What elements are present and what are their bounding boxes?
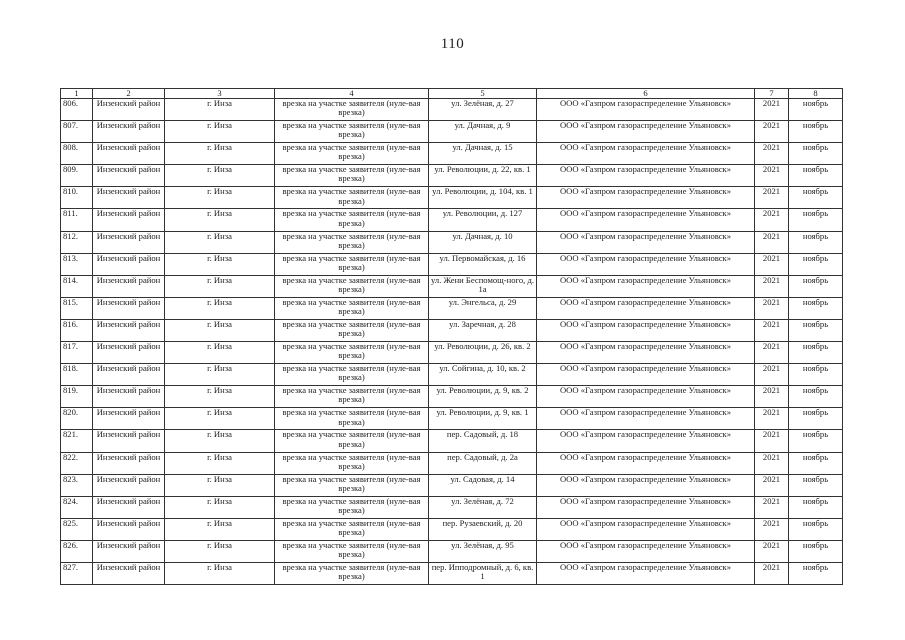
header-col-3: 3 (165, 89, 275, 99)
district-cell: Инзенский район (93, 430, 165, 452)
year-cell: 2021 (755, 187, 789, 209)
settlement-cell: г. Инза (165, 496, 275, 518)
organization-cell: ООО «Газпром газораспределение Ульяновск» (537, 518, 755, 540)
district-cell: Инзенский район (93, 275, 165, 297)
table-row (61, 253, 843, 275)
settlement-cell: г. Инза (165, 99, 275, 121)
settlement-cell: г. Инза (165, 364, 275, 386)
table-row (61, 99, 843, 121)
month-cell: ноябрь (789, 364, 843, 386)
month-cell: ноябрь (789, 165, 843, 187)
header-col-6: 6 (537, 89, 755, 99)
year-cell: 2021 (755, 253, 789, 275)
work-type-cell: врезка на участке заявителя (нуле-вая врезка) (275, 121, 429, 143)
row-number-cell: 813. (61, 253, 93, 275)
settlement-cell: г. Инза (165, 518, 275, 540)
month-cell: ноябрь (789, 187, 843, 209)
organization-cell: ООО «Газпром газораспределение Ульяновск» (537, 143, 755, 165)
year-cell: 2021 (755, 297, 789, 319)
organization-cell: ООО «Газпром газораспределение Ульяновск» (537, 297, 755, 319)
work-type-cell: врезка на участке заявителя (нуле-вая врезка) (275, 319, 429, 341)
district-cell: Инзенский район (93, 319, 165, 341)
settlement-cell: г. Инза (165, 474, 275, 496)
address-cell: ул. Энгельса, д. 29 (429, 297, 537, 319)
table-row (61, 231, 843, 253)
month-cell: ноябрь (789, 231, 843, 253)
organization-cell: ООО «Газпром газораспределение Ульяновск» (537, 452, 755, 474)
district-cell: Инзенский район (93, 121, 165, 143)
district-cell: Инзенский район (93, 518, 165, 540)
table-row (61, 209, 843, 231)
table-row (61, 143, 843, 165)
organization-cell: ООО «Газпром газораспределение Ульяновск» (537, 430, 755, 452)
address-cell: ул. Первомайская, д. 16 (429, 253, 537, 275)
month-cell: ноябрь (789, 386, 843, 408)
work-type-cell: врезка на участке заявителя (нуле-вая врезка) (275, 209, 429, 231)
row-number-cell: 814. (61, 275, 93, 297)
year-cell: 2021 (755, 452, 789, 474)
district-cell: Инзенский район (93, 99, 165, 121)
month-cell: ноябрь (789, 342, 843, 364)
year-cell: 2021 (755, 562, 789, 584)
work-type-cell: врезка на участке заявителя (нуле-вая врезка) (275, 540, 429, 562)
district-cell: Инзенский район (93, 408, 165, 430)
address-cell: ул. Дачная, д. 9 (429, 121, 537, 143)
table-row (61, 364, 843, 386)
table-row (61, 165, 843, 187)
work-type-cell: врезка на участке заявителя (нуле-вая врезка) (275, 408, 429, 430)
month-cell: ноябрь (789, 496, 843, 518)
address-cell: пер. Ипподромный, д. 6, кв. 1 (429, 562, 537, 584)
district-cell: Инзенский район (93, 187, 165, 209)
address-cell: пер. Садовый, д. 18 (429, 430, 537, 452)
work-type-cell: врезка на участке заявителя (нуле-вая врезка) (275, 364, 429, 386)
work-type-cell: врезка на участке заявителя (нуле-вая врезка) (275, 474, 429, 496)
work-type-cell: врезка на участке заявителя (нуле-вая врезка) (275, 143, 429, 165)
organization-cell: ООО «Газпром газораспределение Ульяновск» (537, 386, 755, 408)
year-cell: 2021 (755, 121, 789, 143)
district-cell: Инзенский район (93, 562, 165, 584)
month-cell: ноябрь (789, 143, 843, 165)
year-cell: 2021 (755, 231, 789, 253)
settlement-cell: г. Инза (165, 562, 275, 584)
organization-cell: ООО «Газпром газораспределение Ульяновск» (537, 253, 755, 275)
work-type-cell: врезка на участке заявителя (нуле-вая врезка) (275, 430, 429, 452)
month-cell: ноябрь (789, 562, 843, 584)
address-cell: пер. Рузаевский, д. 20 (429, 518, 537, 540)
organization-cell: ООО «Газпром газораспределение Ульяновск» (537, 319, 755, 341)
settlement-cell: г. Инза (165, 386, 275, 408)
work-type-cell: врезка на участке заявителя (нуле-вая врезка) (275, 253, 429, 275)
row-number-cell: 821. (61, 430, 93, 452)
row-number-cell: 816. (61, 319, 93, 341)
row-number-cell: 812. (61, 231, 93, 253)
district-cell: Инзенский район (93, 342, 165, 364)
address-cell: ул. Революции, д. 9, кв. 2 (429, 386, 537, 408)
year-cell: 2021 (755, 99, 789, 121)
organization-cell: ООО «Газпром газораспределение Ульяновск» (537, 275, 755, 297)
table-row (61, 452, 843, 474)
month-cell: ноябрь (789, 209, 843, 231)
settlement-cell: г. Инза (165, 452, 275, 474)
header-row (61, 89, 843, 99)
settlement-cell: г. Инза (165, 408, 275, 430)
row-number-cell: 820. (61, 408, 93, 430)
year-cell: 2021 (755, 430, 789, 452)
row-number-cell: 827. (61, 562, 93, 584)
row-number-cell: 808. (61, 143, 93, 165)
row-number-cell: 823. (61, 474, 93, 496)
organization-cell: ООО «Газпром газораспределение Ульяновск» (537, 474, 755, 496)
table-row (61, 496, 843, 518)
address-cell: ул. Жени Беспомощ-ного, д. 1а (429, 275, 537, 297)
table-row (61, 187, 843, 209)
header-col-2: 2 (93, 89, 165, 99)
table-row (61, 297, 843, 319)
year-cell: 2021 (755, 518, 789, 540)
year-cell: 2021 (755, 165, 789, 187)
month-cell: ноябрь (789, 452, 843, 474)
month-cell: ноябрь (789, 474, 843, 496)
row-number-cell: 826. (61, 540, 93, 562)
address-cell: ул. Революции, д. 9, кв. 1 (429, 408, 537, 430)
district-cell: Инзенский район (93, 165, 165, 187)
month-cell: ноябрь (789, 121, 843, 143)
work-type-cell: врезка на участке заявителя (нуле-вая врезка) (275, 386, 429, 408)
organization-cell: ООО «Газпром газораспределение Ульяновск» (537, 496, 755, 518)
month-cell: ноябрь (789, 408, 843, 430)
settlement-cell: г. Инза (165, 430, 275, 452)
work-type-cell: врезка на участке заявителя (нуле-вая врезка) (275, 452, 429, 474)
header-col-5: 5 (429, 89, 537, 99)
header-col-8: 8 (789, 89, 843, 99)
district-cell: Инзенский район (93, 474, 165, 496)
organization-cell: ООО «Газпром газораспределение Ульяновск» (537, 540, 755, 562)
address-cell: ул. Революции, д. 127 (429, 209, 537, 231)
row-number-cell: 817. (61, 342, 93, 364)
organization-cell: ООО «Газпром газораспределение Ульяновск» (537, 165, 755, 187)
district-cell: Инзенский район (93, 496, 165, 518)
table-row (61, 518, 843, 540)
year-cell: 2021 (755, 386, 789, 408)
address-cell: ул. Заречная, д. 28 (429, 319, 537, 341)
address-cell: пер. Садовый, д. 2а (429, 452, 537, 474)
organization-cell: ООО «Газпром газораспределение Ульяновск» (537, 209, 755, 231)
organization-cell: ООО «Газпром газораспределение Ульяновск» (537, 408, 755, 430)
table-body (61, 99, 843, 585)
work-type-cell: врезка на участке заявителя (нуле-вая врезка) (275, 275, 429, 297)
table-row (61, 562, 843, 584)
row-number-cell: 819. (61, 386, 93, 408)
address-cell: ул. Революции, д. 22, кв. 1 (429, 165, 537, 187)
year-cell: 2021 (755, 364, 789, 386)
table-row (61, 319, 843, 341)
table-row (61, 275, 843, 297)
work-type-cell: врезка на участке заявителя (нуле-вая врезка) (275, 496, 429, 518)
row-number-cell: 807. (61, 121, 93, 143)
page-number: 110 (440, 36, 465, 52)
settlement-cell: г. Инза (165, 231, 275, 253)
row-number-cell: 809. (61, 165, 93, 187)
district-cell: Инзенский район (93, 143, 165, 165)
settlement-cell: г. Инза (165, 253, 275, 275)
district-cell: Инзенский район (93, 452, 165, 474)
organization-cell: ООО «Газпром газораспределение Ульяновск» (537, 364, 755, 386)
month-cell: ноябрь (789, 430, 843, 452)
row-number-cell: 822. (61, 452, 93, 474)
month-cell: ноябрь (789, 540, 843, 562)
row-number-cell: 818. (61, 364, 93, 386)
organization-cell: ООО «Газпром газораспределение Ульяновск» (537, 121, 755, 143)
district-cell: Инзенский район (93, 253, 165, 275)
address-cell: ул. Сойгина, д. 10, кв. 2 (429, 364, 537, 386)
header-col-1: 1 (61, 89, 93, 99)
organization-cell: ООО «Газпром газораспределение Ульяновск» (537, 187, 755, 209)
year-cell: 2021 (755, 540, 789, 562)
year-cell: 2021 (755, 275, 789, 297)
district-cell: Инзенский район (93, 231, 165, 253)
settlement-cell: г. Инза (165, 121, 275, 143)
address-cell: ул. Садовая, д. 14 (429, 474, 537, 496)
address-cell: ул. Революции, д. 104, кв. 1 (429, 187, 537, 209)
table-header (61, 89, 843, 99)
gasification-table (60, 88, 843, 585)
organization-cell: ООО «Газпром газораспределение Ульяновск» (537, 231, 755, 253)
settlement-cell: г. Инза (165, 540, 275, 562)
month-cell: ноябрь (789, 99, 843, 121)
row-number-cell: 825. (61, 518, 93, 540)
work-type-cell: врезка на участке заявителя (нуле-вая врезка) (275, 165, 429, 187)
settlement-cell: г. Инза (165, 143, 275, 165)
month-cell: ноябрь (789, 297, 843, 319)
row-number-cell: 811. (61, 209, 93, 231)
work-type-cell: врезка на участке заявителя (нуле-вая врезка) (275, 562, 429, 584)
table-row (61, 121, 843, 143)
month-cell: ноябрь (789, 253, 843, 275)
year-cell: 2021 (755, 143, 789, 165)
district-cell: Инзенский район (93, 386, 165, 408)
month-cell: ноябрь (789, 518, 843, 540)
work-type-cell: врезка на участке заявителя (нуле-вая врезка) (275, 518, 429, 540)
work-type-cell: врезка на участке заявителя (нуле-вая врезка) (275, 297, 429, 319)
district-cell: Инзенский район (93, 540, 165, 562)
settlement-cell: г. Инза (165, 165, 275, 187)
settlement-cell: г. Инза (165, 209, 275, 231)
year-cell: 2021 (755, 342, 789, 364)
address-cell: ул. Зелёная, д. 72 (429, 496, 537, 518)
address-cell: ул. Зелёная, д. 27 (429, 99, 537, 121)
address-cell: ул. Революции, д. 26, кв. 2 (429, 342, 537, 364)
year-cell: 2021 (755, 474, 789, 496)
table-row (61, 430, 843, 452)
month-cell: ноябрь (789, 319, 843, 341)
settlement-cell: г. Инза (165, 297, 275, 319)
settlement-cell: г. Инза (165, 342, 275, 364)
table-row (61, 408, 843, 430)
district-cell: Инзенский район (93, 297, 165, 319)
header-col-7: 7 (755, 89, 789, 99)
row-number-cell: 824. (61, 496, 93, 518)
year-cell: 2021 (755, 319, 789, 341)
settlement-cell: г. Инза (165, 275, 275, 297)
work-type-cell: врезка на участке заявителя (нуле-вая врезка) (275, 99, 429, 121)
organization-cell: ООО «Газпром газораспределение Ульяновск» (537, 562, 755, 584)
settlement-cell: г. Инза (165, 319, 275, 341)
work-type-cell: врезка на участке заявителя (нуле-вая врезка) (275, 231, 429, 253)
district-cell: Инзенский район (93, 209, 165, 231)
table-row (61, 540, 843, 562)
year-cell: 2021 (755, 408, 789, 430)
row-number-cell: 810. (61, 187, 93, 209)
row-number-cell: 815. (61, 297, 93, 319)
table-row (61, 386, 843, 408)
row-number-cell: 806. (61, 99, 93, 121)
work-type-cell: врезка на участке заявителя (нуле-вая врезка) (275, 187, 429, 209)
organization-cell: ООО «Газпром газораспределение Ульяновск» (537, 99, 755, 121)
year-cell: 2021 (755, 496, 789, 518)
table-row (61, 474, 843, 496)
address-cell: ул. Дачная, д. 15 (429, 143, 537, 165)
district-cell: Инзенский район (93, 364, 165, 386)
work-type-cell: врезка на участке заявителя (нуле-вая врезка) (275, 342, 429, 364)
month-cell: ноябрь (789, 275, 843, 297)
settlement-cell: г. Инза (165, 187, 275, 209)
organization-cell: ООО «Газпром газораспределение Ульяновск» (537, 342, 755, 364)
year-cell: 2021 (755, 209, 789, 231)
address-cell: ул. Зелёная, д. 95 (429, 540, 537, 562)
table-row (61, 342, 843, 364)
header-col-4: 4 (275, 89, 429, 99)
address-cell: ул. Дачная, д. 10 (429, 231, 537, 253)
